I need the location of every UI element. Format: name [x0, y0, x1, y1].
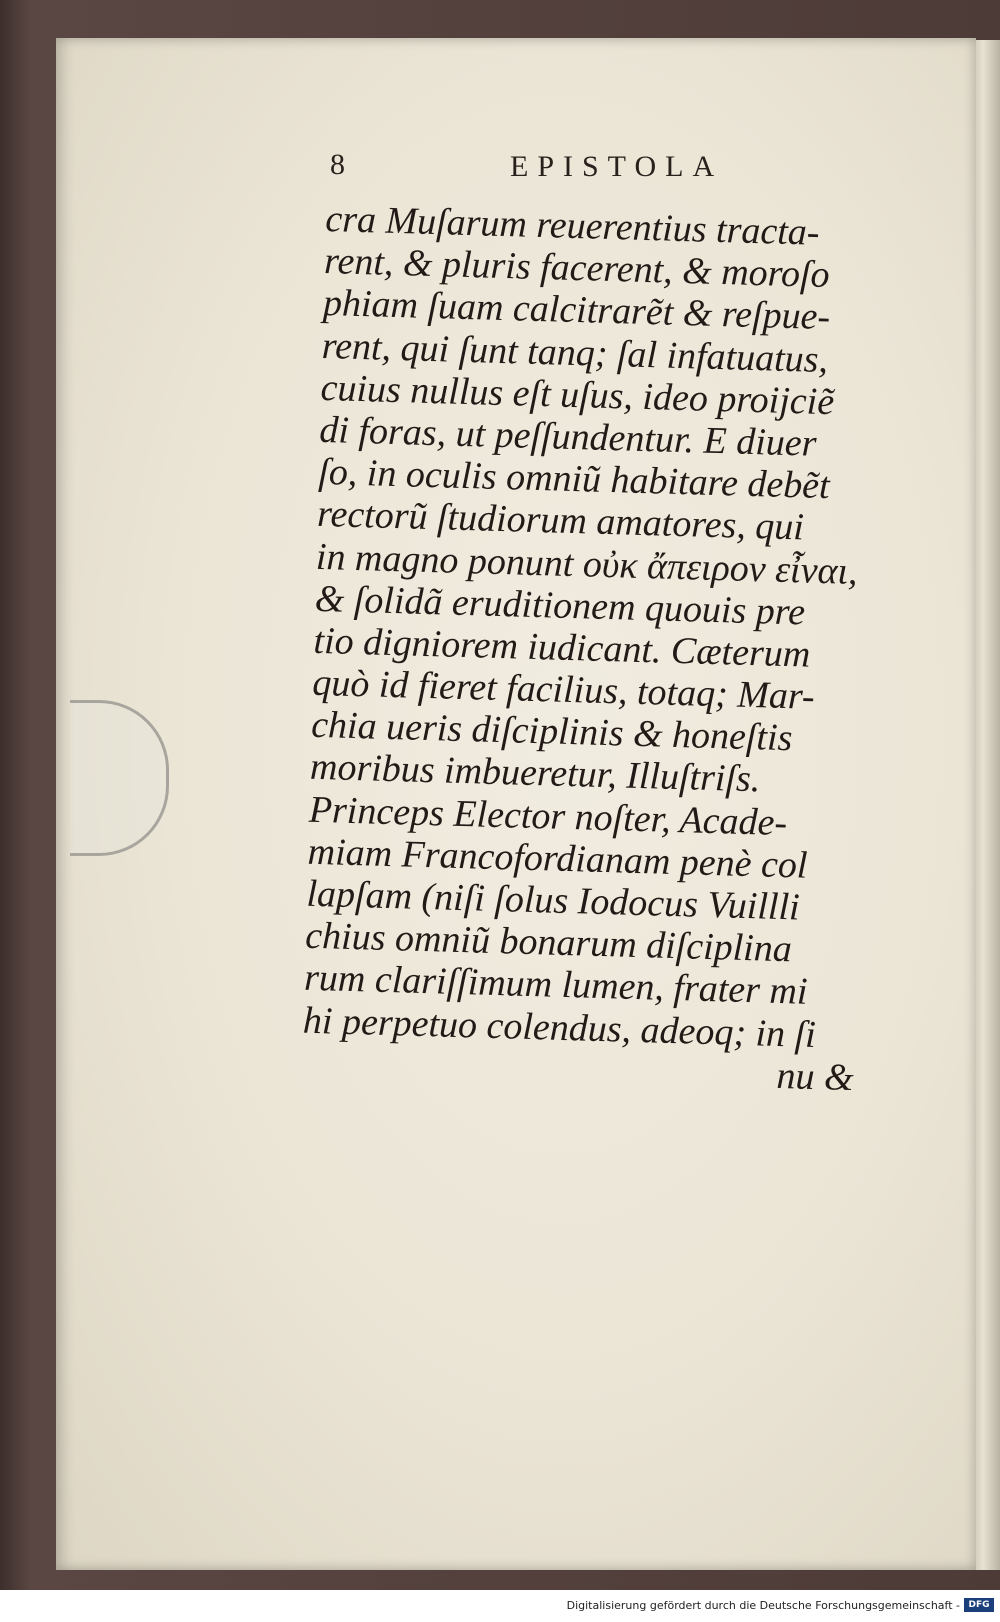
text-line: & ſolidã eruditionem quouis pre — [314, 577, 806, 634]
text-line: Princeps Elector noſter, Acade- — [308, 788, 788, 844]
text-block — [301, 198, 896, 1100]
text-line: miam Francofordianam penè col — [307, 830, 809, 887]
text-line: in magno ponunt οὐκ ἄπειρον εἶναι, — [315, 535, 859, 593]
text-line: di foras, ut peſſundentur. E diuer — [318, 408, 818, 465]
catchword-line: nu & — [776, 1054, 855, 1099]
dfg-logo: DFG — [964, 1598, 994, 1612]
text-line: moribus imbueretur, Illuſtriſs. — [309, 746, 761, 801]
text-line: hi perpetuo colendus, adeoq; in ſi — [302, 999, 817, 1056]
text-line: quò id fieret facilius, totaq; Mar- — [311, 661, 816, 718]
text-line: ſo, in oculis omniũ habitare debẽt — [317, 451, 831, 508]
text-line: lapſam (niſi ſolus Iodocus Vuillli — [305, 872, 801, 929]
text-line: rum clariſſimum lumen, frater mi — [303, 957, 809, 1014]
text-line: cuius nullus eſt uſus, ideo proijciẽ — [320, 366, 835, 424]
text-line: rent, & pluris facerent, & moroſo — [323, 240, 831, 297]
text-line: phiam ſuam calcitrarẽt & reſpue- — [322, 282, 831, 339]
footer-bar — [0, 1590, 1000, 1622]
text-line: tio digniorem iudicant. Cæterum — [313, 619, 811, 676]
page-clip — [70, 700, 169, 856]
text-line: chia ueris diſciplinis & honeſtis — [310, 704, 793, 760]
footer-credit: Digitalisierung gefördert durch die Deutsche Forschungsgemeinschaft - — [566, 1599, 960, 1612]
folio-number: 8 — [330, 148, 345, 181]
text-line: rent, qui ſunt tanq; ſal infatuatus, — [321, 324, 829, 381]
text-line: rectorũ ſtudiorum amatores, qui — [316, 493, 805, 549]
running-head — [330, 148, 770, 188]
text-line: cra Muſarum reuerentius tracta- — [324, 198, 821, 254]
running-head-title: EPISTOLA — [510, 150, 724, 183]
text-line: chius omniũ bonarum diſciplina — [304, 914, 793, 971]
page-edge — [972, 40, 1000, 1570]
